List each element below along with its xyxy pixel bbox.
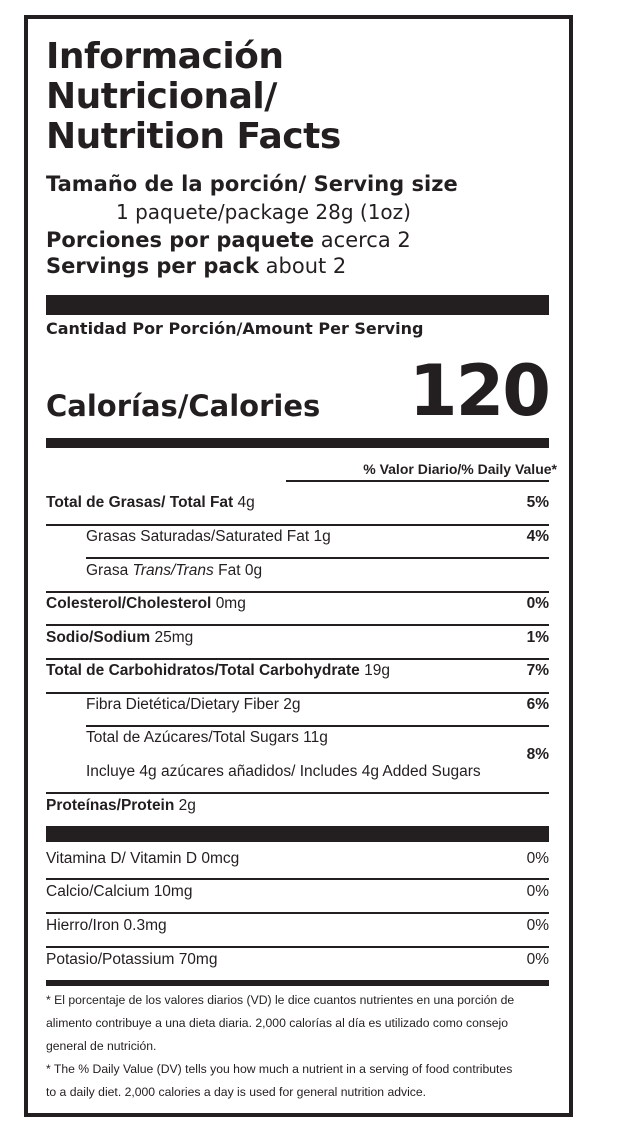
label-title bbox=[46, 37, 341, 157]
servings-per-pack-es-value: acerca 2 bbox=[320, 228, 411, 252]
added-sugars-dv-cell bbox=[46, 741, 549, 773]
serving-size-label: Tamaño de la porción/ Serving size bbox=[46, 172, 458, 196]
nutrient-label: Calcio/Calcium 10mg bbox=[46, 883, 193, 900]
serving-size-value: 1 paquete/package 28g (1oz) bbox=[116, 200, 411, 224]
footnote-es-line-1: * El porcentaje de los valores diarios (VD) le dice cuantos nutrientes en una porción de bbox=[46, 993, 515, 1007]
nutrient-row-total-fat bbox=[46, 489, 549, 521]
nutrient-dv: 8% bbox=[526, 746, 549, 763]
label-content bbox=[46, 19, 557, 1113]
title-line-1: Información bbox=[46, 36, 284, 77]
nutrient-row-saturated-fat bbox=[46, 523, 549, 555]
footnote-en-line-2: to a daily diet. 2,000 calories a day is used for general nutrition advice. bbox=[46, 1085, 427, 1099]
nutrient-row-trans-fat bbox=[46, 557, 549, 589]
title-line-3: Nutrition Facts bbox=[46, 116, 341, 157]
nutrient-dv: 6% bbox=[526, 696, 549, 713]
nutrient-label: Total de Grasas/ Total Fat 4g bbox=[46, 494, 255, 511]
nutrient-dv: 0% bbox=[526, 595, 549, 612]
calories-label: Calorías/Calories bbox=[46, 389, 321, 423]
servings-per-pack-es bbox=[46, 227, 411, 253]
footnote bbox=[46, 989, 555, 1104]
thick-divider-vitamins bbox=[46, 826, 549, 842]
calories-value: 120 bbox=[408, 350, 549, 432]
nutrient-row-calcium bbox=[46, 878, 549, 910]
title-line-2: Nutricional/ bbox=[46, 76, 277, 117]
servings-per-pack-en-value: about 2 bbox=[265, 254, 347, 278]
nutrient-dv: 4% bbox=[526, 528, 549, 545]
nutrient-row-vitamin-d bbox=[46, 845, 549, 877]
nutrient-dv: 0% bbox=[526, 883, 549, 900]
nutrient-label: Proteínas/Protein 2g bbox=[46, 797, 196, 814]
nutrient-label: Colesterol/Cholesterol 0mg bbox=[46, 595, 246, 612]
thick-divider-top bbox=[46, 295, 549, 315]
nutrient-label: Hierro/Iron 0.3mg bbox=[46, 917, 167, 934]
nutrient-row-protein bbox=[46, 792, 549, 824]
daily-value-header: % Valor Diario/% Daily Value* bbox=[363, 461, 557, 477]
footnote-en-line-1: * The % Daily Value (DV) tells you how much a nutrient in a serving of food contributes bbox=[46, 1062, 513, 1076]
nutrient-label: Incluye 4g azúcares añadidos/ Includes 4g Added Sugars bbox=[86, 763, 481, 780]
nutrient-dv: 1% bbox=[526, 629, 549, 646]
nutrient-row-cholesterol bbox=[46, 590, 549, 622]
footnote-es-line-3: general de nutrición. bbox=[46, 1039, 157, 1053]
nutrient-label: Total de Carbohidratos/Total Carbohydrate 19g bbox=[46, 662, 390, 679]
amount-per-serving: Cantidad Por Porción/Amount Per Serving bbox=[46, 319, 424, 338]
nutrient-dv: 0% bbox=[526, 850, 549, 867]
nutrient-label: Grasa Trans/Trans Fat 0g bbox=[86, 562, 263, 579]
thick-divider-calories bbox=[46, 438, 549, 448]
nutrient-dv: 0% bbox=[526, 951, 549, 968]
nutrient-row-dietary-fiber bbox=[46, 691, 549, 723]
nutrient-row-sodium bbox=[46, 624, 549, 656]
nutrient-label: Fibra Dietética/Dietary Fiber 2g bbox=[86, 696, 301, 713]
nutrient-row-total-carbohydrate bbox=[46, 657, 549, 689]
nutrient-label: Vitamina D/ Vitamin D 0mcg bbox=[46, 850, 240, 867]
servings-per-pack-es-label: Porciones por paquete bbox=[46, 228, 315, 252]
servings-per-pack-en bbox=[46, 253, 346, 279]
nutrient-dv: 0% bbox=[526, 917, 549, 934]
thick-divider-footnote bbox=[46, 980, 549, 986]
nutrient-row-iron bbox=[46, 912, 549, 944]
divider bbox=[286, 480, 549, 482]
nutrient-dv: 7% bbox=[526, 662, 549, 679]
nutrient-dv: 5% bbox=[526, 494, 549, 511]
nutrient-row-potassium bbox=[46, 946, 549, 978]
nutrient-label: Sodio/Sodium 25mg bbox=[46, 629, 194, 646]
servings-per-pack-en-label: Servings per pack bbox=[46, 254, 259, 278]
nutrition-facts-label bbox=[24, 15, 573, 1117]
nutrient-label: Total de Azúcares/Total Sugars 11g bbox=[86, 729, 328, 746]
nutrient-label: Potasio/Potassium 70mg bbox=[46, 951, 218, 968]
nutrient-label: Grasas Saturadas/Saturated Fat 1g bbox=[86, 528, 331, 545]
footnote-es-line-2: alimento contribuye a una dieta diaria. 2,000 calorías al día es utilizado como consejo bbox=[46, 1016, 509, 1030]
